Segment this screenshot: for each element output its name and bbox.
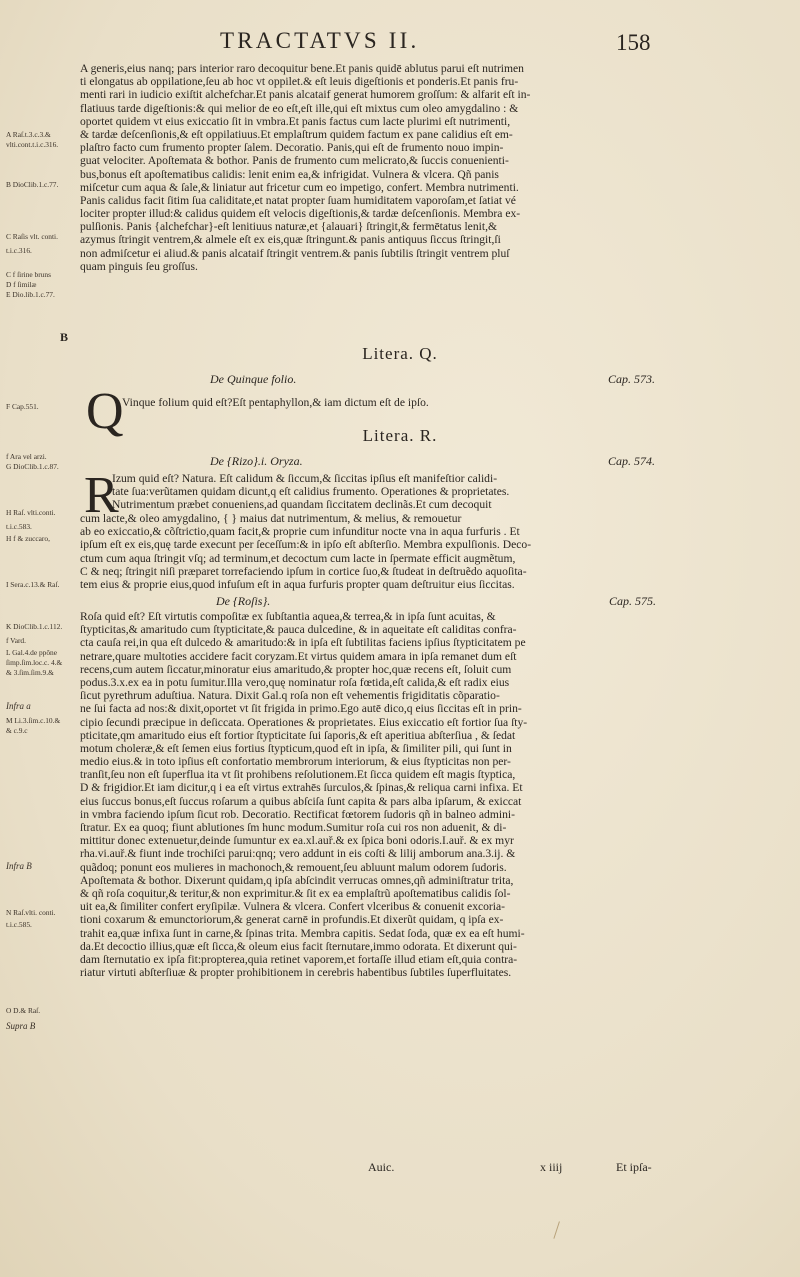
text-line: quam pinguis ſeu groſſus. [80, 259, 198, 273]
text-line: ab eo exiccatio,& cõſtrictio,quam facit,& proprie cum infunditur nocte vna in aqua furfuris . Et [80, 525, 520, 539]
text-line: cum lacte,& oleo amygdalino, { } maius dat nutrimentum, & melius, & remouetur [80, 512, 462, 525]
text-line: plaſtro facto cum frumento propter ſalem. Decoratio. Panis,qui eſt de frumento nouo impin- [80, 141, 504, 155]
text-line: ctum cum aqua ſtringit vſq; ad terminum,et decoctum cum lacte in ſpermate efficit augmẽtum, [80, 551, 516, 565]
entry-title: De {Rizo}.i. Oryza. [210, 454, 303, 468]
margin-note: G DioClib.1.c.87. [6, 462, 59, 471]
text-line: Nutrimentum præbet conueniens,ad quandam ſiccitatem declinãs.Et cum decoquit [112, 498, 492, 512]
text-line: Roſa quid eſt? Eſt virtutis compoſitæ ex ſubſtantia aquea,& terrea,& in ipſa ſunt acuitas, & [80, 610, 496, 623]
margin-note: Supra B [6, 1022, 36, 1031]
drop-cap-r: R [84, 467, 119, 524]
text-line: pulſionis. Panis {alchefchar}-eſt lenitiuus naturæ,et {alauari} ſtringit,& fermētatus lenit,& [80, 220, 497, 234]
text-line: ti elongatus ab oppilatione,ſeu ab hoc vt oppilet.& eſt leuis digeſtionis et ponderis.Et panis fru- [80, 75, 519, 89]
text-line: recens,cum autem ſiccatur,minoratur eius amaritudo,& propter hoc,quæ recens eſt, ſoluit cum [80, 662, 512, 676]
text-line: netrare,quare multoties accidere facit coryzam.Et virtus quidem amara in ipſa remanet dum eſt [80, 649, 517, 663]
page-number: 158 [616, 30, 651, 55]
text-line: podus.3.x.ex ea in potu ſumitur.Illa vero,quę nominatur roſa fœtida,eſt calida,& eſt radix eius [80, 675, 510, 689]
entry-row-rizo [210, 454, 655, 470]
text-line: oportet quidem vt eius exiccatio ſit in vmbra.Et panis factus cum lacte plurimi eſt nutrimenti, [80, 114, 511, 128]
chapter-number: Cap. 573. [607, 372, 655, 386]
text-line: ipſum eſt ex eis,quę tarde execunt per ſeceſſum:& in ipſo eſt abſterſio. Membra expulſionis. Deco- [80, 538, 532, 552]
margin-note: f Vard. [6, 636, 26, 645]
margin-note: Infra B [6, 862, 32, 871]
text-line: tate ſua:verũtamen quidam dicunt,q eſt calidius frumento. Operationes & proprietates. [112, 485, 510, 499]
margin-note: K DioClib.1.c.112. [6, 622, 63, 631]
entry-row-rosis [216, 594, 656, 610]
margin-note: t.i.c.585. [6, 920, 32, 929]
text-line: tranſit,ſeu non eſt ſuperflua ita vt ſit prohibens reſolutionem.Et ſicca quidem eſt magis ſtyptica, [80, 768, 516, 782]
next-page-word: Et ipſa- [616, 1160, 652, 1174]
margin-note: I Sera.c.13.& Raſ. [6, 580, 60, 589]
text-line: azymus ſtringit ventrem,& almele eſt ex eis,quæ ſtringunt.& panis antiquus ſiccus ſtringit,ſi [80, 233, 501, 247]
section-letter-b: B [60, 330, 69, 344]
text-line: ſtratur. Ex ea quoq; fiunt ablutiones ſm hunc modum.Sumitur roſa cui ros non aduenit, & di- [80, 821, 507, 834]
text-line: Apoſtemata & bothor. Dixerunt quidam,q ipſa abſcindit verrucas omnes,qñ adminiſtratur trita, [80, 873, 514, 887]
margin-note: N Raſ.vlti. conti. [6, 908, 56, 917]
paragraph-rizo-body [80, 512, 680, 591]
drop-cap-q: Q [86, 383, 124, 440]
text-line: rha.vi.auř.& fiunt inde trochiſci parui:qnq; vero addunt in eis coſti & lilij amborum ana.3.ij. & [80, 847, 516, 861]
margin-note: B DioClib.1.c.77. [6, 180, 59, 189]
paragraph-rosa [80, 610, 680, 979]
text-line: ne ſui facta ad nos:& dixit,oportet vt ſit frigida in primo.Ego autē dico,q eius ſiccitas eſt in prin- [80, 702, 522, 716]
text-line: tioni coxarum & emunctoriorum,& generat carnē in profundis.Et dixerũt quidam, q ipſa ex- [80, 913, 504, 927]
text-line: A generis,eius nanq; pars interior raro decoquitur bene.Et panis quidē ablutus parui eſt nutrimen [80, 62, 524, 75]
paragraph-quinque-folio [122, 396, 682, 409]
text-line: & qñ roſa coquitur,& teritur,& non exprimitur.& ſit ex ea emplaſtrũ apoſtematibus calidis ſol- [80, 886, 511, 900]
margin-note: C f ſirine bruns [6, 270, 51, 279]
margin-note: A Raſ.t.3.c.3.& [6, 130, 51, 139]
text-line: pticitate,qm amaritudo eius eſt fortior ſtypticitate ſui ſaporis,& eſt aperitiua abſterſiua , & ſedat [80, 728, 516, 742]
text-line: ſicut pyrethrum aduſtiua. Natura. Dixit Gal.q roſa non eſt vehementis frigiditatis cõparatio- [80, 689, 500, 703]
paragraph-bread [80, 62, 680, 273]
margin-note: H Raſ. vlti.conti. [6, 508, 56, 517]
running-head [0, 28, 800, 58]
margin-note: D f ſimilæ [6, 280, 37, 289]
section-heading-r: Litera. R. [362, 426, 438, 445]
signature-mark: x iiij [540, 1160, 563, 1174]
text-line: in vmbra faciendo ipſum ſicut rob. Decoratio. Rectificat fœtorem ſudoris qñ in balneo admini- [80, 807, 515, 821]
text-line: trahit ea,quæ infixa ſunt in carne,& ſpinas trita. Membra capitis. Sedat ſoda, quæ ex ea eſt humi- [80, 926, 525, 940]
text-line: dam ſternutatio ex ipſa fit:propterea,quia retinet vaporem,et fortaſſe illud etiam eſt,quia contra- [80, 952, 518, 966]
text-line: C & neq; ſtringit niſi præparet torrefaciendo ipſum in cortice ſuo,& ſtudeat in deſtruẽdo aquoſita- [80, 564, 527, 578]
margin-note: E Dio.lib.1.c.77. [6, 290, 55, 299]
margin-note: O D.& Raſ. [6, 1006, 41, 1015]
text-line: da.Et decoctio illius,quæ eſt ſicca,& oleum eius facit ſternutare,immo odorata. Et dixerunt qui- [80, 939, 517, 953]
margin-note: H f & zuccaro, [6, 534, 50, 543]
running-title: TRACTATVS II. [220, 28, 420, 53]
text-line: medio eius.& in toto ipſius eſt confortatio membrorum interiorum, & eius ſtypticitas non per- [80, 755, 511, 769]
margin-note: vlti.cont.t.i.c.316. [6, 140, 59, 149]
catchword: Auic. [368, 1160, 395, 1174]
chapter-number: Cap. 574. [607, 454, 655, 468]
text-line: Panis calidus facit ſitim ſua caliditate,et natat propter ſuam humiditatem vaporoſam,et ſatiat vé [80, 193, 516, 207]
section-heading-q: Litera. Q. [362, 344, 438, 363]
margin-note: & 3.ſim.ſim.9.& [6, 668, 54, 677]
text-line: & tardæ deſcenſionis,& eſt oppilatiuus.Et emplaſtrum quidem factum ex pane calidius eſt em- [80, 127, 513, 141]
text-line: Izum quid eſt? Natura. Eſt calidum & ſiccum,& ſiccitas ipſius eſt manifeſtior calidi- [112, 472, 498, 485]
entry-title: De {Roſis}. [216, 594, 271, 608]
ink-mark [553, 1221, 565, 1240]
chapter-number: Cap. 575. [608, 594, 656, 608]
margin-note: L Gal.4.de ppõne [6, 648, 58, 657]
margin-note: f Ara vel arzi. [6, 452, 47, 461]
text-line: lociter propter illud:& calidus quidem eſt velocis digeſtionis,& tardæ deſcenſionis. Membra ex- [80, 207, 521, 221]
entry-row-quinque-folio [210, 372, 655, 388]
margin-note: M Li.3.ſim.c.10.& [6, 716, 61, 725]
text-line: cta cauſa rei,in qua eſt dulcedo & amaritudo:& in ipſa eſt ſubtilitas faciens ipſius ſtypticitatem pe [80, 636, 526, 650]
margin-note: & c.9.c [6, 726, 28, 735]
text-line: motum choleræ,& eſt ſemen eius fortius ſtypticum,quod eſt in ipſa, & ſimiliter pili, qui ſunt in [80, 741, 512, 755]
text-line: uit ea,& ſimiliter confert eryſipilæ. Vulnera & vlcera. Confert vlceribus & conuenit excoria- [80, 900, 506, 914]
margin-note: F Cap.551. [6, 402, 39, 411]
text-line: bus,bonus eſt apoſtematibus calidis: lenit enim ea,& infrigidat. Vulnera & vlcera. Qñ panis [80, 167, 499, 181]
paragraph-rizo-head [112, 472, 680, 512]
text-line: mittitur donec extenuetur,deinde ſumuntur ex ea.xl.auř.& ex ſpica boni odoris.I.auř. & ex myr [80, 834, 514, 848]
margin-note: t.i.c.316. [6, 246, 32, 255]
text-line: ſtypticitas,& amaritudo cum ſtypticitate,& pauca dulcedine, & in aqueitate eſt caliditas confra- [80, 623, 517, 637]
margin-note: Infra a [6, 702, 31, 711]
text-line: menti rari in iudicio exiſtit alchefchar.Et panis alcataif generat humorem groſſum: & alfarit eſt in- [80, 88, 531, 102]
margin-note: C Raſis vlt. conti. [6, 232, 58, 241]
margin-note: t.i.c.583. [6, 522, 32, 531]
text-line: flatiuus tarde digeſtionis:& qui melior de eo eſt,eſt ille,qui eſt mixtus cum oleo amygdalino : & [80, 101, 519, 115]
text-line: tem eius & proprie eius,quod infuſum eſt in aqua furfuris propter quam deſtruitur eius ſiccitas. [80, 577, 515, 591]
text-line: non admiſcetur ei aliud.& panis alcataif ſtringit ventrem.& panis ſubtilis ſtringit ventrem pluſ [80, 246, 510, 260]
margin-note: ſimp.ſim.loc.c. 4.& [6, 658, 63, 667]
entry-title: De Quinque folio. [210, 372, 297, 386]
text-line: Vinque folium quid eſt?Eſt pentaphyllon,& iam dictum eſt de ipſo. [122, 396, 429, 409]
text-line: riatur virtuti abſterſiuæ & propter prohibitionem in cerebris habentibus ſubtiles ſuperfluitates. [80, 966, 512, 980]
text-line: D & frigidior.Et iam dicitur,q i ea eſt virtus extrahēs ſurculos,& ſpinas,& reliqua carni infixa. Et [80, 781, 523, 795]
text-line: miſcetur cum aqua & ſale,& liniatur aut fricetur cum eo impetigo, confert. Membra nutrimenti. [80, 180, 519, 194]
text-line: cipio ſecundi præcipue in deſiccata. Operationes & proprietates. Eius exiccatio eſt fortior ſua ſty- [80, 715, 528, 729]
text-line: guat velociter. Apoſtemata & bothor. Panis de frumento cum melicrato,& ſuccis conuenienti- [80, 154, 509, 168]
text-line: quãdoq; ponunt eos mulieres in machonoch,& remouent,ſeu abluunt malum odorem ſudoris. [80, 860, 507, 874]
text-line: eius ſuccus bonus,eſt ſuccus roſarum a quibus abſciſa ſunt capita & pars alba ipſarum, & exiccat [80, 794, 522, 808]
